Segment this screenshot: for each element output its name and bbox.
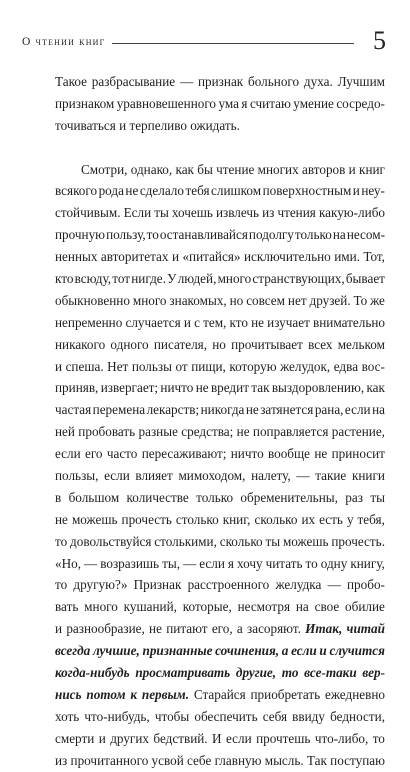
word: друзей. (309, 292, 351, 308)
text-segment: не (149, 621, 162, 637)
word: всех (308, 336, 333, 352)
word: — (84, 555, 98, 571)
emphasized-line (55, 662, 385, 684)
word: я (227, 555, 234, 571)
word: извергает; (100, 380, 159, 396)
word: авторов (302, 161, 346, 177)
word: не (125, 183, 139, 199)
word: ненных (55, 249, 98, 265)
word: можешь (71, 511, 118, 527)
word: вос- (361, 358, 385, 374)
text-segment: ежедневно (325, 686, 385, 702)
word: ты, (162, 555, 180, 571)
text-segment: приобретать (250, 686, 321, 702)
word: приняв, (55, 380, 99, 396)
word: не (236, 424, 250, 440)
word: количестве (126, 489, 189, 505)
word: хочу (237, 555, 263, 571)
word: тот (112, 271, 131, 287)
word: хочешь (171, 205, 213, 221)
word: у (346, 511, 354, 527)
word: неу- (361, 183, 385, 199)
word: и (183, 314, 191, 330)
text-segment: Старайся (193, 686, 246, 702)
word: столько (175, 511, 219, 527)
word: лекарств; (146, 402, 200, 418)
word: налету, (251, 468, 291, 484)
word: можешь (282, 533, 329, 549)
word: останавливайся (159, 227, 248, 243)
word: исключительно (243, 249, 331, 265)
word: если (55, 446, 81, 462)
word: «Но, (55, 555, 82, 571)
word: прочитывает (231, 336, 303, 352)
word: выздоровлению, (271, 380, 365, 396)
word: вер- (362, 665, 385, 681)
word: если (344, 402, 371, 418)
word: сколько (254, 511, 298, 527)
word: просматривать (135, 665, 231, 681)
text-segment: разнообразие, (66, 621, 145, 637)
word: одного (110, 336, 149, 352)
word: людей, (177, 271, 217, 287)
word: много (132, 292, 167, 308)
word: мельком (337, 336, 385, 352)
word: — (183, 555, 197, 571)
word: вать (55, 599, 79, 615)
word: не (251, 314, 265, 330)
word: смерти (55, 730, 95, 746)
word: разные (138, 424, 178, 440)
word: И (212, 730, 222, 746)
word: когда-нибудь (55, 665, 130, 681)
word: вредит (210, 380, 249, 396)
word: мимоходом, (178, 468, 246, 484)
word: из (55, 752, 68, 768)
word: я (241, 95, 248, 111)
word: не (55, 511, 68, 527)
word: то (55, 577, 68, 593)
word: как (366, 380, 385, 396)
emphasized-text: потом (86, 686, 126, 702)
word: растение, (331, 424, 385, 440)
word: пользы (131, 358, 172, 374)
word: и (319, 643, 327, 659)
word: Лучшим (337, 74, 385, 89)
word: прочесть. (331, 533, 385, 549)
word: одну (320, 555, 348, 571)
paragraph-start-line (55, 159, 385, 181)
text-line (55, 596, 385, 618)
word: ней (55, 424, 75, 440)
word: духа. (303, 74, 333, 89)
word: влияет (135, 468, 173, 484)
text-segment: а (236, 621, 243, 637)
word: его (85, 446, 103, 462)
word: всякого (55, 183, 98, 199)
word: пищи, (191, 358, 226, 374)
word: из (262, 205, 275, 221)
word: и (171, 249, 179, 265)
word: мысль. (264, 752, 304, 768)
word: прочесть (121, 511, 172, 527)
text-segment: и (55, 621, 63, 637)
text-line (55, 574, 385, 596)
text-line (55, 180, 385, 202)
word: ничто (160, 380, 194, 396)
word: поступаю (330, 752, 385, 768)
word: писателя, (153, 336, 208, 352)
word: на (295, 599, 309, 615)
word: всюду, (74, 271, 112, 287)
word: рана, (314, 402, 344, 418)
word: подолгу (248, 227, 294, 243)
page-number: 5 (373, 26, 386, 55)
word: обилие (345, 599, 385, 615)
word: главную (214, 752, 262, 768)
word: однако, (130, 161, 173, 177)
word: Тот, (363, 249, 385, 265)
word: слишком (211, 183, 262, 199)
word: других (110, 730, 149, 746)
word: пересаживают; (141, 446, 227, 462)
word: сделало (139, 183, 184, 199)
word: возразишь (100, 555, 160, 571)
word: тем, (203, 314, 227, 330)
word: раз (345, 489, 363, 505)
text-line (55, 487, 385, 509)
word: тебя, (357, 511, 385, 527)
word: только (294, 227, 332, 243)
text-line (55, 750, 385, 772)
word: на (372, 402, 385, 418)
text-segment: засоряют. (247, 621, 301, 637)
word: если (291, 643, 317, 659)
text-line (55, 224, 385, 246)
word: «питайся» (182, 249, 241, 265)
word: несмотря (237, 599, 291, 615)
word: — (296, 468, 310, 484)
word: кушаний, (123, 599, 177, 615)
word: кто (55, 271, 74, 287)
word: расстроенного (187, 577, 270, 593)
text-line (55, 334, 385, 356)
word: многих (257, 161, 299, 177)
text-line (55, 706, 385, 728)
header-rule (112, 43, 354, 44)
emphasized-text: к (130, 686, 138, 702)
word: от (175, 358, 188, 374)
word: никогда (200, 402, 245, 418)
word: пользы, (55, 468, 99, 484)
word: то (55, 533, 68, 549)
word: У (167, 271, 177, 287)
word: рода (98, 183, 124, 199)
word: только (196, 489, 234, 505)
word: совсем (246, 292, 285, 308)
emphasized-text: нись (55, 686, 82, 702)
word: едва (333, 358, 359, 374)
word: всегда (55, 643, 91, 659)
word: обыкновенно (55, 292, 130, 308)
word: изучает (267, 314, 310, 330)
word: с (194, 314, 200, 330)
word: что-нибудь, (84, 708, 150, 724)
text-line (55, 268, 385, 290)
word: приносит (331, 446, 385, 462)
word: в (55, 489, 62, 505)
word: признанные (142, 643, 213, 659)
word: ничто (230, 446, 264, 462)
emphasized-text: первым. (141, 686, 190, 702)
word: же (370, 292, 385, 308)
text-line: точиваться и терпеливо ожидать. (55, 117, 240, 133)
word: признаком (55, 95, 115, 111)
text-line (55, 553, 385, 575)
text-segment: питают (166, 621, 208, 637)
text-line (55, 465, 385, 487)
word: уравновешенного (116, 95, 217, 111)
word: и (55, 358, 63, 374)
word: не (195, 380, 209, 396)
word: сочинения, (215, 643, 280, 659)
word: не (245, 402, 259, 418)
text-line (55, 728, 385, 750)
emphasized-text: читай (346, 621, 385, 637)
word: но (229, 292, 244, 308)
word: желудок, (280, 358, 331, 374)
word: обеспечить (194, 708, 258, 724)
word: поправляется (252, 424, 329, 440)
word: Нет (107, 358, 129, 374)
word: много (217, 271, 252, 287)
word: нигде. (131, 271, 166, 287)
word: бы (197, 161, 213, 177)
word: нет (287, 292, 307, 308)
word: как (175, 161, 194, 177)
word: и (98, 730, 106, 746)
word: что-либо, (314, 730, 369, 746)
word: никакого (55, 336, 106, 352)
word: прочтешь (256, 730, 311, 746)
word: странствующих, (252, 271, 345, 287)
word: — (327, 577, 341, 593)
word: внимательно (313, 314, 385, 330)
word: книгу, (350, 555, 385, 571)
word: бедности, (330, 708, 385, 724)
emphasized-line (55, 640, 385, 662)
word: если (199, 555, 225, 571)
word: ума (218, 95, 239, 111)
word: их (301, 511, 316, 527)
word: прочитанного (70, 752, 149, 768)
word: вообще (267, 446, 311, 462)
word: авторитетах (100, 249, 169, 265)
word: книги (351, 468, 385, 484)
word: себя (262, 708, 288, 724)
word: Если (123, 205, 152, 221)
word: сосредо- (336, 95, 385, 111)
word: другую?» (73, 577, 128, 593)
word: чтение (216, 161, 255, 177)
word: ими. (334, 249, 360, 265)
text-line (55, 531, 385, 553)
text-line (55, 618, 385, 640)
word: Так (306, 752, 327, 768)
word: не (314, 446, 328, 462)
word: то (281, 665, 299, 681)
text-line (55, 71, 385, 93)
text-line (55, 509, 385, 531)
word: если (225, 730, 252, 746)
word: сколько (219, 533, 263, 549)
word: но (212, 336, 226, 352)
word: затянется (260, 402, 314, 418)
word: ты (154, 205, 169, 221)
word: то (146, 227, 159, 243)
word: ты (370, 489, 385, 505)
text-line (55, 290, 385, 312)
word: книг (359, 161, 385, 177)
word: перемена (92, 402, 146, 418)
word: хоть (55, 708, 80, 724)
word: другие, (235, 665, 277, 681)
word: частая (55, 402, 92, 418)
word: стойчивым. (55, 205, 121, 221)
word: разбрасывание (91, 74, 176, 89)
text-line (55, 684, 385, 706)
word: ты (265, 533, 281, 549)
word: обременительны, (240, 489, 338, 505)
word: пользу, (106, 227, 146, 243)
word: случится (329, 643, 385, 659)
word: тебя (185, 183, 210, 199)
word: умение (293, 95, 334, 111)
text-segment: его, (211, 621, 233, 637)
text-line (55, 356, 385, 378)
word: несом- (346, 227, 385, 243)
word: довольствуйся (70, 533, 152, 549)
word: лучшие, (92, 643, 140, 659)
word: прочную (55, 227, 106, 243)
word: чтобы (154, 708, 190, 724)
word: столькими, (154, 533, 217, 549)
text-line (55, 377, 385, 399)
text-line (55, 443, 385, 465)
word: большом (68, 489, 120, 505)
word: такие (315, 468, 347, 484)
text-line (55, 202, 385, 224)
word: Смотри, (81, 161, 128, 177)
word: себе (187, 752, 212, 768)
word: есть (319, 511, 343, 527)
word: признак (197, 74, 244, 89)
emphasized-text: Итак, (305, 621, 343, 637)
page-header (0, 0, 410, 60)
word: То (353, 292, 368, 308)
word: кто (229, 314, 248, 330)
word: так (251, 380, 270, 396)
word: считаю (249, 95, 291, 111)
text-line (55, 93, 385, 115)
word: часто (106, 446, 138, 462)
word: которую (229, 358, 277, 374)
word: желудка (275, 577, 322, 593)
word: и (348, 161, 356, 177)
word: случается (125, 314, 181, 330)
text-line (55, 246, 385, 268)
word: которые, (182, 599, 232, 615)
word: свое (314, 599, 340, 615)
word: чтения (277, 205, 316, 221)
word: бывает (345, 271, 385, 287)
word: непременно (55, 314, 123, 330)
word: и (352, 183, 360, 199)
word: средства; (181, 424, 234, 440)
word: знакомых, (169, 292, 227, 308)
word: много (84, 599, 118, 615)
word: то (372, 730, 385, 746)
word: книг, (222, 511, 251, 527)
body-text (55, 71, 385, 772)
word: усвой (151, 752, 184, 768)
running-head: О чтении книг (22, 36, 106, 48)
text-line (55, 399, 385, 421)
word: ввиду (292, 708, 325, 724)
word: какую-либо (318, 205, 385, 221)
word: пробовать (78, 424, 136, 440)
word: Признак (133, 577, 182, 593)
word: а (281, 643, 289, 659)
word: то (305, 555, 318, 571)
word: бедствий. (153, 730, 208, 746)
word: извлечь (215, 205, 260, 221)
word: читать (265, 555, 303, 571)
word: на (332, 227, 346, 243)
word: Такое (55, 74, 87, 89)
text-line (55, 312, 385, 334)
text-line (55, 421, 385, 443)
word: больного (248, 74, 300, 89)
word: если (104, 468, 130, 484)
word: поверхностным (262, 183, 352, 199)
word: пробо- (347, 577, 385, 593)
word: спеша. (65, 358, 104, 374)
word: — (179, 74, 194, 89)
word: все-таки (304, 665, 357, 681)
